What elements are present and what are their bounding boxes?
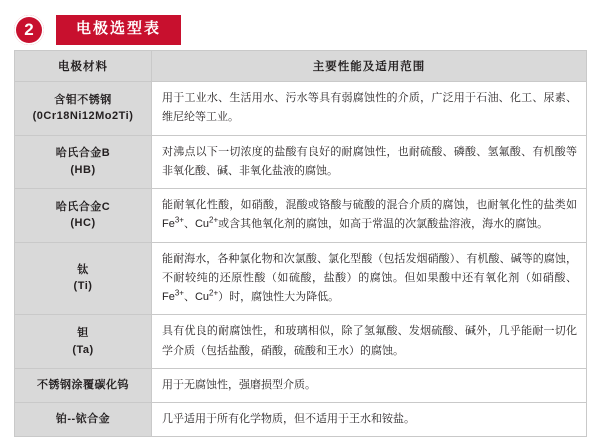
cell-material xyxy=(15,403,152,437)
cell-description xyxy=(152,135,587,189)
material-code: (Ti) xyxy=(73,280,93,293)
material-name: 钽 xyxy=(77,327,89,339)
description-text: 对沸点以下一切浓度的盐酸有良好的耐腐蚀性，也耐硫酸、磷酸、氢氟酸、有机酸等非氧化酸、碱、非氧化盐液的腐蚀。 xyxy=(162,145,577,177)
cell-material xyxy=(15,135,152,189)
description-text: 用于工业水、生活用水、污水等具有弱腐蚀性的介质，广泛用于石油、化工、尿素、维尼纶等工业。 xyxy=(162,92,577,124)
cell-material xyxy=(15,189,152,243)
material-name: 钛 xyxy=(77,263,89,276)
table-header xyxy=(15,51,587,82)
cell-description xyxy=(152,403,587,437)
page-title: 电极选型表 xyxy=(56,15,181,45)
table-row xyxy=(15,403,587,437)
column-header-description: 主要性能及适用范围 xyxy=(152,51,587,82)
table-row xyxy=(15,368,587,402)
column-header-material: 电极材料 xyxy=(15,51,152,82)
cell-description xyxy=(152,242,587,315)
table-row xyxy=(15,135,587,189)
material-code: (Ta) xyxy=(72,343,94,356)
cell-material xyxy=(15,242,152,315)
material-code: (0Cr18Ni12Mo2Ti) xyxy=(32,110,134,123)
material-name: 含钼不锈钢 xyxy=(54,93,112,106)
description-text: 能耐海水，各种氯化物和次氯酸、氯化型酸（包括发烟硝酸）、有机酸、碱等的腐蚀，不耐较纯的还原性酸（如硫酸，盐酸）的腐蚀。但如果酸中还有氧化剂（如硝酸、$Fe^{3+}$、$Cu^{2+}$）时，腐蚀性大为降低。 xyxy=(162,252,577,303)
description-text: 用于无腐蚀性，强磨损型介质。 xyxy=(162,378,316,391)
table-row xyxy=(15,242,587,315)
material-name: 铂--铱合金 xyxy=(55,413,111,426)
table-row xyxy=(15,315,587,369)
section-number-badge xyxy=(14,15,44,45)
material-code: (HB) xyxy=(70,163,96,176)
material-name: 哈氏合金C xyxy=(55,200,111,213)
table-container xyxy=(0,46,600,437)
table-row xyxy=(15,189,587,243)
table-header-row xyxy=(15,51,587,82)
table-body xyxy=(15,82,587,437)
electrode-selection-table xyxy=(14,50,587,437)
cell-description xyxy=(152,315,587,369)
description-text: 具有优良的耐腐蚀性，和玻璃相似，除了氢氟酸、发烟硫酸、碱外，几乎能耐一切化学介质（包括盐酸，硝酸，硫酸和王水）的腐蚀。 xyxy=(162,325,577,357)
cell-material xyxy=(15,315,152,369)
description-text: 能耐氧化性酸，如硝酸，混酸或铬酸与硫酸的混合介质的腐蚀，也耐氧化性的盐类如$Fe^{3+}$、$Cu^{2+}$或含其他氧化剂的腐蚀，如高于常温的次氯酸盐溶液，海水的腐蚀。 xyxy=(162,199,577,231)
page-header xyxy=(0,0,600,46)
material-name: 哈氏合金B xyxy=(55,147,111,160)
cell-material xyxy=(15,368,152,402)
material-code: (HC) xyxy=(70,217,96,230)
cell-description xyxy=(152,189,587,243)
table-row xyxy=(15,82,587,136)
description-text: 几乎适用于所有化学物质，但不适用于王水和铵盐。 xyxy=(162,413,415,425)
cell-material xyxy=(15,82,152,136)
material-name: 不锈钢涂覆碳化钨 xyxy=(37,379,129,392)
section-number: 2 xyxy=(24,20,34,39)
cell-description xyxy=(152,82,587,136)
cell-description xyxy=(152,368,587,402)
